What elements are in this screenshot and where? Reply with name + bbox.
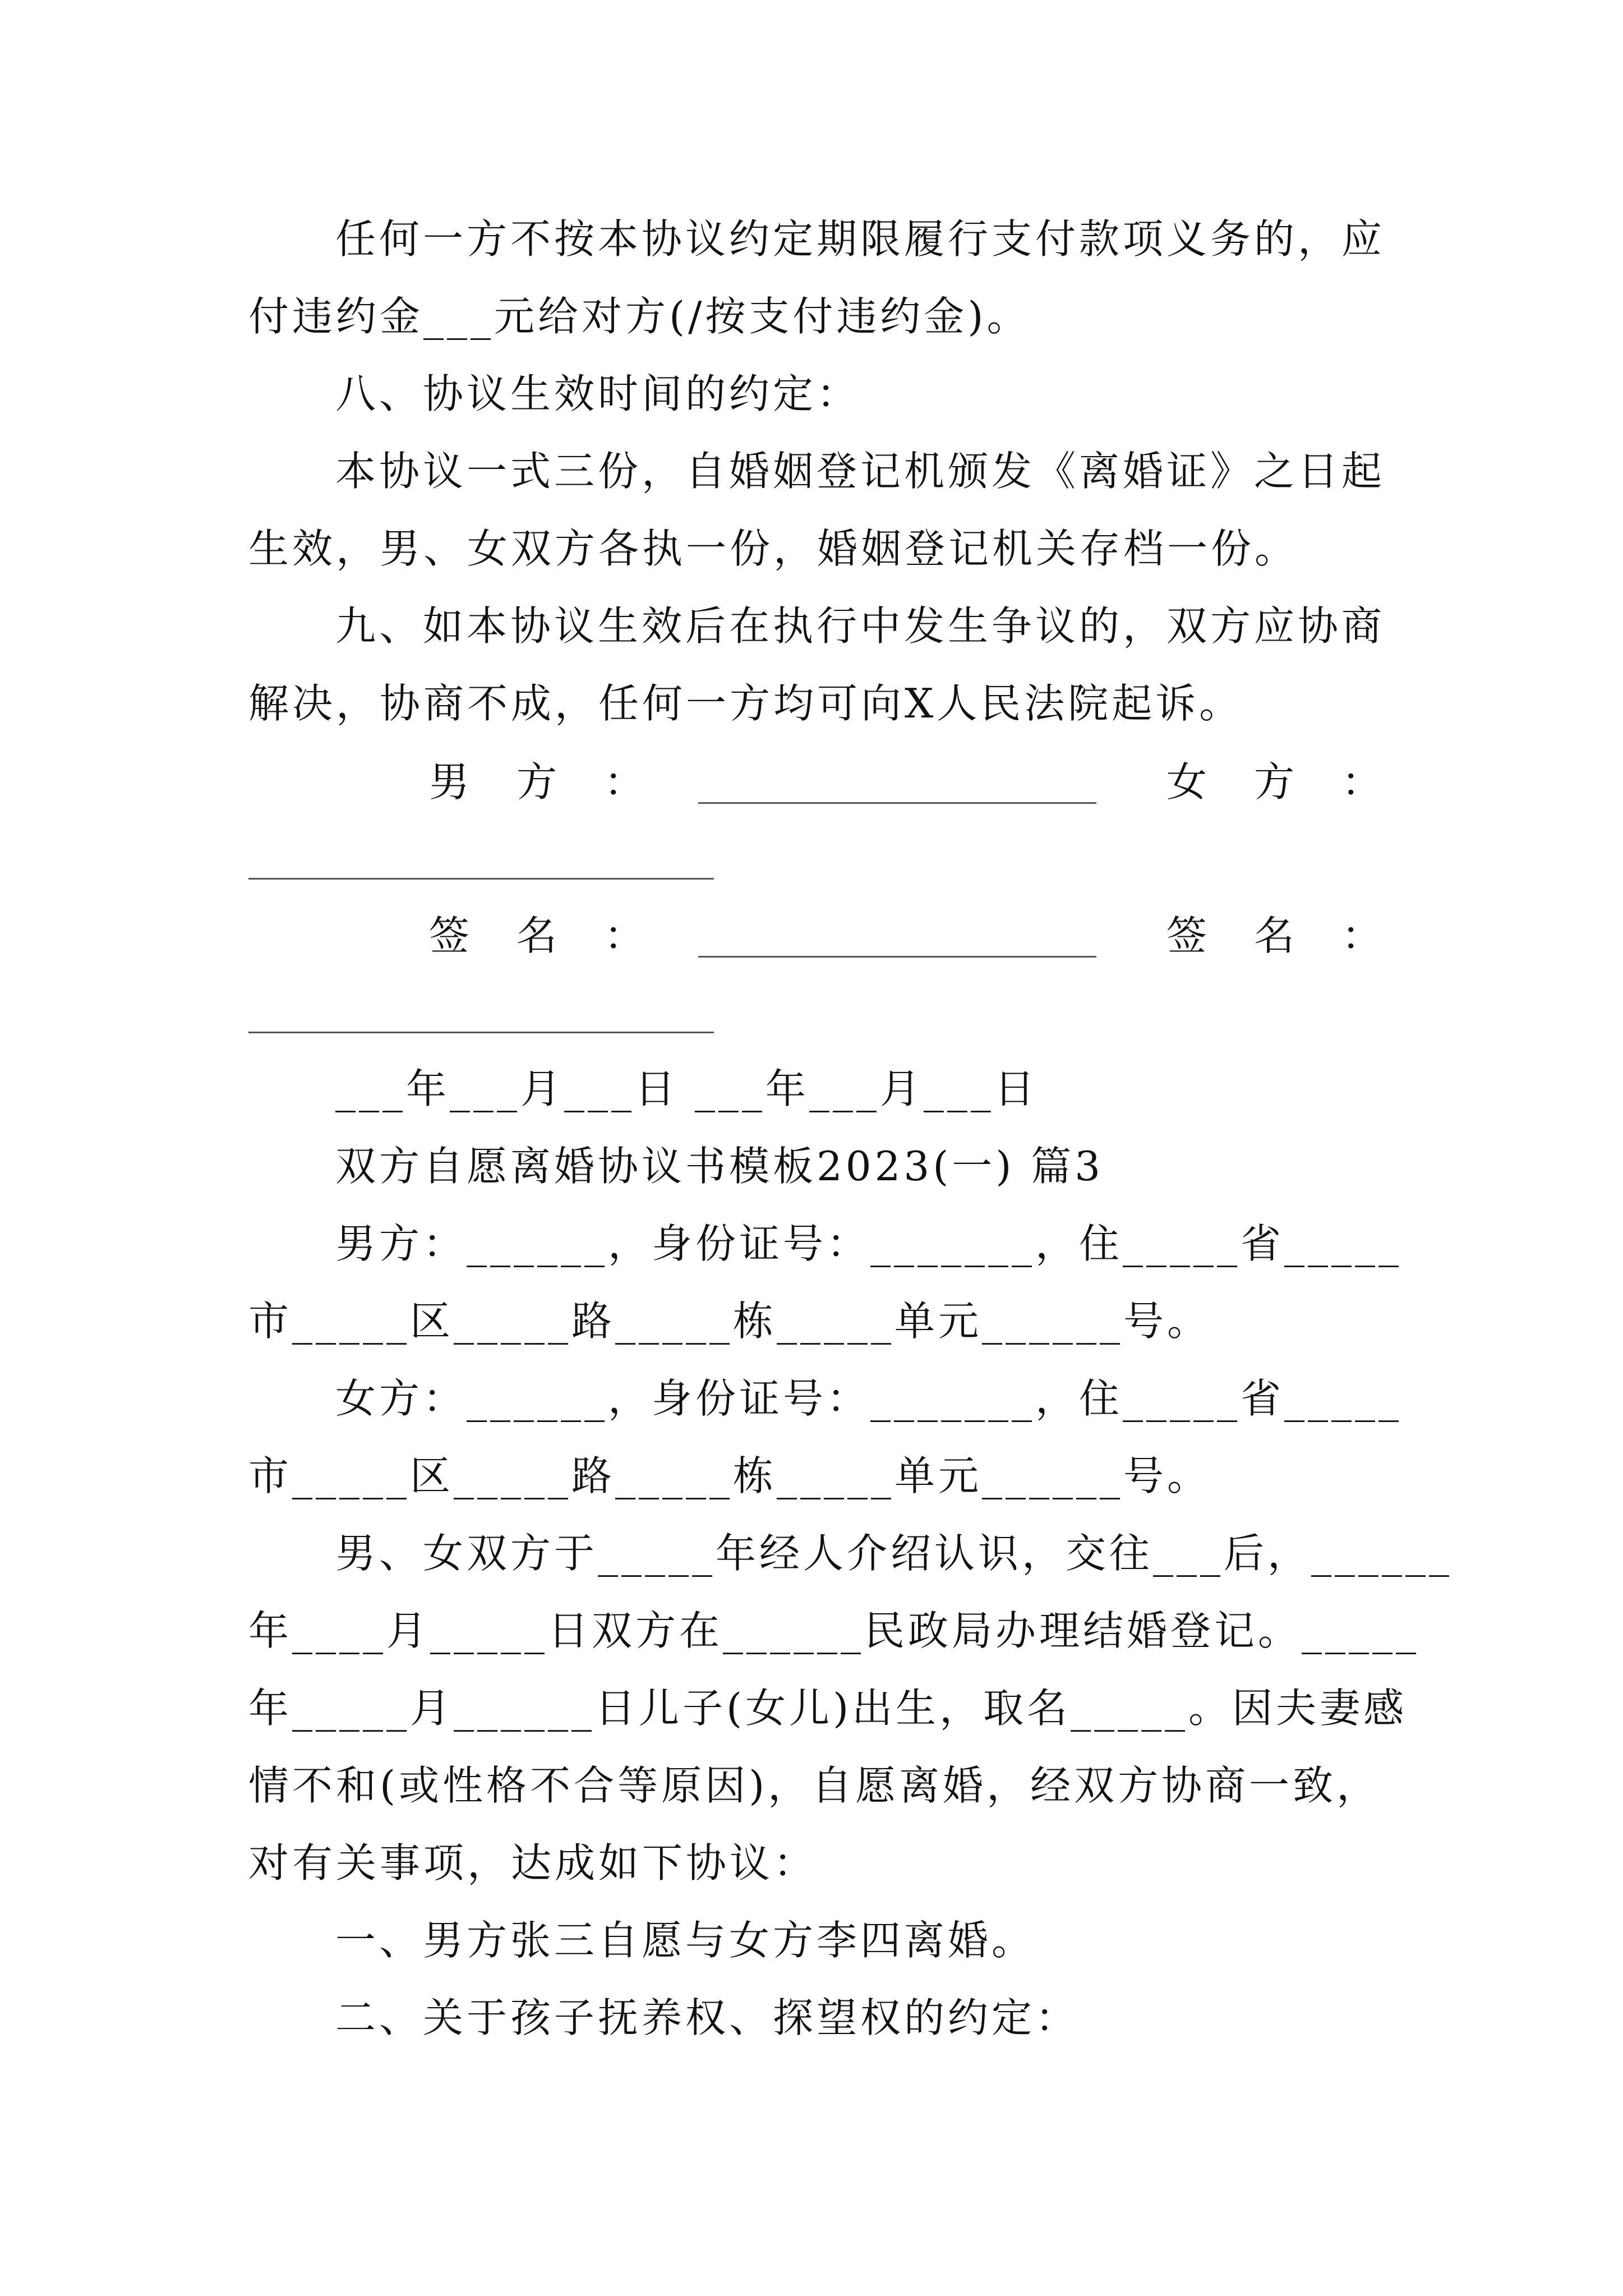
- male-party-label: 男 方 ：: [429, 758, 648, 806]
- paragraph-line: 付违约金___元给对方(/按支付违约金)。: [248, 293, 1031, 340]
- male-signature-line: [698, 956, 1096, 958]
- male-party-line: [698, 802, 1096, 804]
- signature-date: ___年___月___日 ___年___月___日: [335, 1065, 1038, 1112]
- paragraph-line: 任何一方不按本协议约定期限履行支付款项义务的，应: [335, 215, 1386, 263]
- paragraph-line: 男、女双方于_____年经人介绍认识，交往___后，______: [335, 1530, 1453, 1577]
- paragraph-line: 生效，男、女双方各执一份，婚姻登记机关存档一份。: [248, 525, 1299, 572]
- paragraph-line: 情不和(或性格不合等原因)，自愿离婚，经双方协商一致，: [248, 1762, 1381, 1809]
- female-signature-line: [248, 1032, 714, 1033]
- paragraph-line: 九、如本协议生效后在执行中发生争议的，双方应协商: [335, 602, 1386, 650]
- section-title: 双方自愿离婚协议书模板2023(一) 篇3: [335, 1143, 1104, 1190]
- paragraph-line: 一、男方张三自愿与女方李四离婚。: [335, 1917, 1036, 1964]
- paragraph-line: 男方：______，身份证号：_______，住_____省_____: [335, 1220, 1403, 1267]
- paragraph-line: 对有关事项，达成如下协议：: [248, 1839, 818, 1887]
- female-party-label: 女 方 ：: [1166, 758, 1386, 806]
- paragraph-line: 年_____月______日儿子(女儿)出生，取名_____。因夫妻感: [248, 1685, 1408, 1732]
- section-heading: 八、协议生效时间的约定：: [335, 370, 861, 417]
- female-signature-label: 签 名 ：: [1166, 912, 1386, 959]
- paragraph-line: 本协议一式三份，自婚姻登记机颁发《离婚证》之日起: [335, 448, 1386, 495]
- section-heading: 二、关于孩子抚养权、探望权的约定：: [335, 1994, 1080, 2041]
- paragraph-line: 解决，协商不成，任何一方均可向X人民法院起诉。: [248, 680, 1243, 727]
- paragraph-line: 市_____区_____路_____栋_____单元______号。: [248, 1297, 1211, 1345]
- paragraph-line: 女方：______，身份证号：_______，住_____省_____: [335, 1375, 1403, 1422]
- paragraph-line: 市_____区_____路_____栋_____单元______号。: [248, 1452, 1211, 1499]
- male-signature-label: 签 名 ：: [429, 912, 648, 959]
- female-party-line: [248, 878, 714, 880]
- paragraph-line: 年____月_____日双方在______民政局办理结婚登记。_____: [248, 1607, 1420, 1654]
